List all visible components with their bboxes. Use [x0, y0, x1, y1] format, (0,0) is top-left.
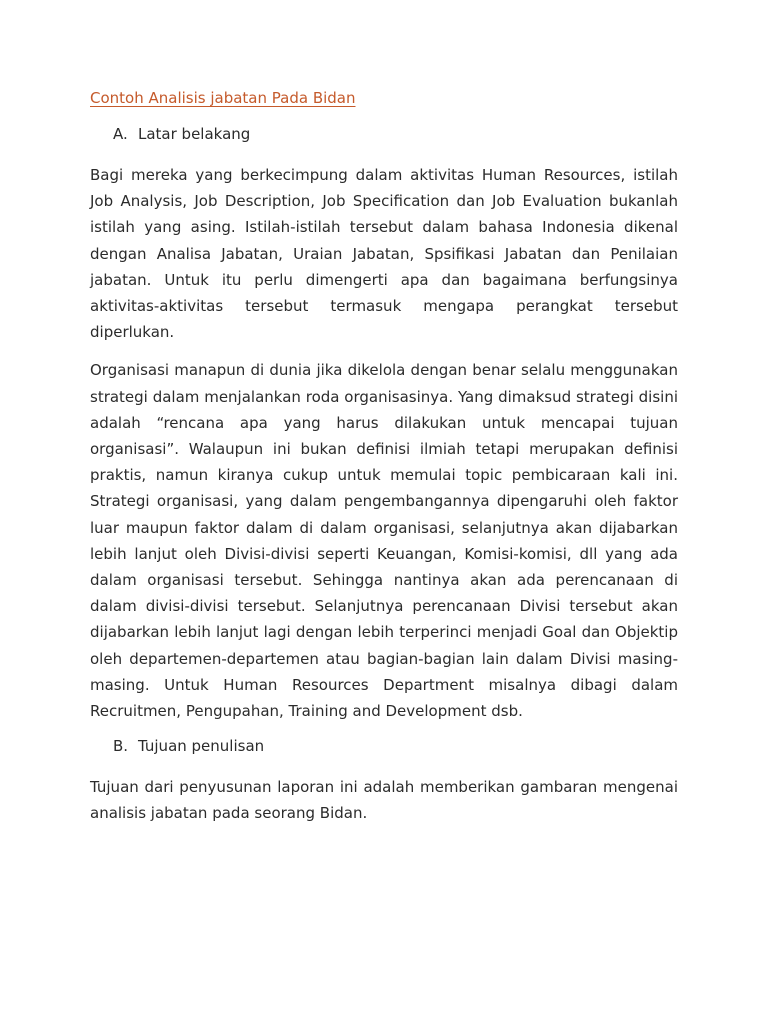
document-title: Contoh Analisis jabatan Pada Bidan	[90, 89, 356, 107]
section-heading-text: Tujuan penulisan	[138, 737, 265, 756]
document-page	[90, 88, 678, 839]
section-marker: B.	[113, 737, 129, 756]
section-a	[90, 124, 678, 724]
paragraph: Bagi mereka yang berkecimpung dalam aktivitas Human Resources, istilah Job Analysis, Job Description, Job Specification dan Job Evaluation bukanlah istilah yang asing. Istilah-istilah tersebut dalam bahasa Indonesia dikenal dengan Analisa Jabatan, Uraian Jabatan, Spsifikasi Jabatan dan Penilaian jabatan. Untuk itu perlu dimengerti apa dan bagaimana berfungsinya aktivitas-aktivitas tersebut termasuk mengapa perangkat tersebut diperlukan.	[90, 166, 678, 342]
paragraph: Organisasi manapun di dunia jika dikelola dengan benar selalu menggunakan strategi dalam menjalankan roda organisasinya. Yang dimaksud strategi disini adalah “rencana apa yang harus dilakukan untuk mencapai tujuan organisasi”. Walaupun ini bukan definisi ilmiah tetapi merupakan definisi praktis, namun kiranya cukup untuk memulai topic pembicaraan kali ini. Strategi organisasi, yang dalam pengembangannya dipengaruhi oleh faktor luar maupun faktor dalam di dalam organisasi, selanjutnya akan dijabarkan lebih lanjut oleh Divisi-divisi seperti Keuangan, Komisi-komisi, dll yang ada dalam organisasi tersebut. Sehingga nantinya akan ada perencanaan di dalam divisi-divisi tersebut. Selanjutnya perencanaan Divisi tersebut akan dijabarkan lebih lanjut lagi dengan lebih terperinci menjadi Goal dan Objektip oleh departemen-departemen atau bagian-bagian lain dalam Divisi masing-masing. Untuk Human Resources Department misalnya dibagi dalam Recruitmen, Pengupahan, Training and Development dsb.	[90, 361, 678, 721]
paragraph: Tujuan dari penyusunan laporan ini adalah memberikan gambaran mengenai analisis jabatan pada seorang Bidan.	[90, 778, 678, 823]
section-heading	[90, 736, 678, 756]
section-heading-text: Latar belakang	[138, 125, 251, 143]
section-b	[90, 736, 678, 826]
section-heading	[90, 124, 678, 144]
section-marker: A.	[113, 125, 128, 143]
